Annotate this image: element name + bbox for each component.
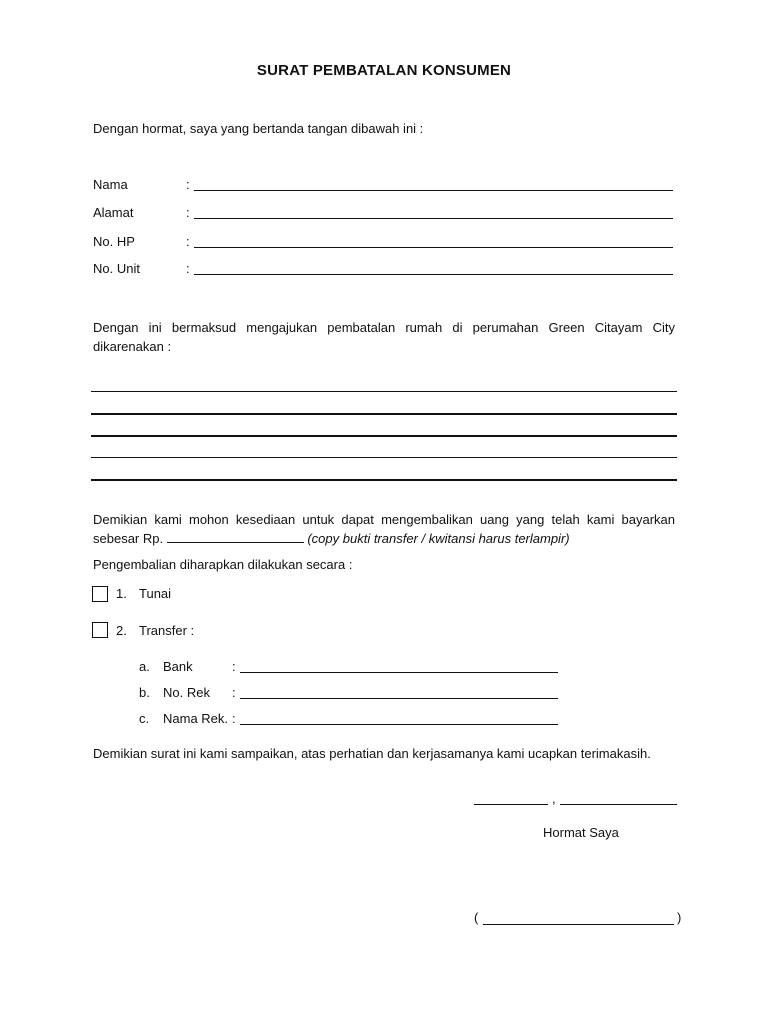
sub-blank-line[interactable] [240,724,558,725]
sub-blank-line[interactable] [240,672,558,673]
field-colon: : [186,205,190,220]
greeting-text: Dengan hormat, saya yang bertanda tangan dibawah ini : [93,121,424,136]
reason-line-5[interactable] [91,479,677,481]
sub-colon: : [232,659,236,674]
request-text: Demikian kami mohon kesediaan untuk dapat mengembalikan uang yang telah kami bayarkan sebesar Rp. [93,512,675,546]
signature-name-line[interactable] [483,924,674,925]
reason-line-4[interactable] [91,457,677,458]
sub-letter: b. [139,685,150,700]
request-paragraph [93,510,675,548]
field-blank-line[interactable] [194,274,673,275]
date-blank-line[interactable] [560,804,677,805]
sub-label: Nama Rek. [163,711,229,726]
sub-label: No. Rek [163,685,210,700]
field-label: No. Unit [93,261,140,276]
sub-label: Bank [163,659,193,674]
option-number: 2. [116,623,127,638]
sign-open-paren: ( [474,910,479,925]
sub-blank-line[interactable] [240,698,558,699]
field-colon: : [186,234,190,249]
sub-letter: a. [139,659,150,674]
field-colon: : [186,177,190,192]
option-label: Tunai [139,586,172,601]
sub-letter: c. [139,711,150,726]
reason-line-3[interactable] [91,435,677,437]
amount-blank-line[interactable] [167,531,304,543]
sign-label: Hormat Saya [543,825,619,840]
field-blank-line[interactable] [194,218,673,219]
tunai-checkbox[interactable] [92,586,108,602]
sub-colon: : [232,711,236,726]
intent-paragraph: Dengan ini bermaksud mengajukan pembatalan rumah di perumahan Green Citayam City dikarenakan : [93,320,675,354]
sign-close-paren: ) [677,910,682,925]
field-label: Alamat [93,205,134,220]
place-blank-line[interactable] [474,804,548,805]
field-label: No. HP [93,234,135,249]
option-label: Transfer : [139,623,195,638]
field-colon: : [186,261,190,276]
sub-colon: : [232,685,236,700]
closing-text: Demikian surat ini kami sampaikan, atas perhatian dan kerjasamanya kami ucapkan terimakasih. [93,746,651,761]
refund-intro: Pengembalian diharapkan dilakukan secara : [93,557,353,572]
reason-line-2[interactable] [91,413,677,415]
field-label: Nama [93,177,128,192]
field-blank-line[interactable] [194,247,673,248]
field-blank-line[interactable] [194,190,673,191]
place-date-separator: , [552,791,556,806]
request-note: (copy bukti transfer / kwitansi harus terlampir) [307,531,570,546]
option-number: 1. [116,586,127,601]
transfer-checkbox[interactable] [92,622,108,638]
document-title: SURAT PEMBATALAN KONSUMEN [256,62,512,79]
reason-line-1[interactable] [91,391,677,392]
